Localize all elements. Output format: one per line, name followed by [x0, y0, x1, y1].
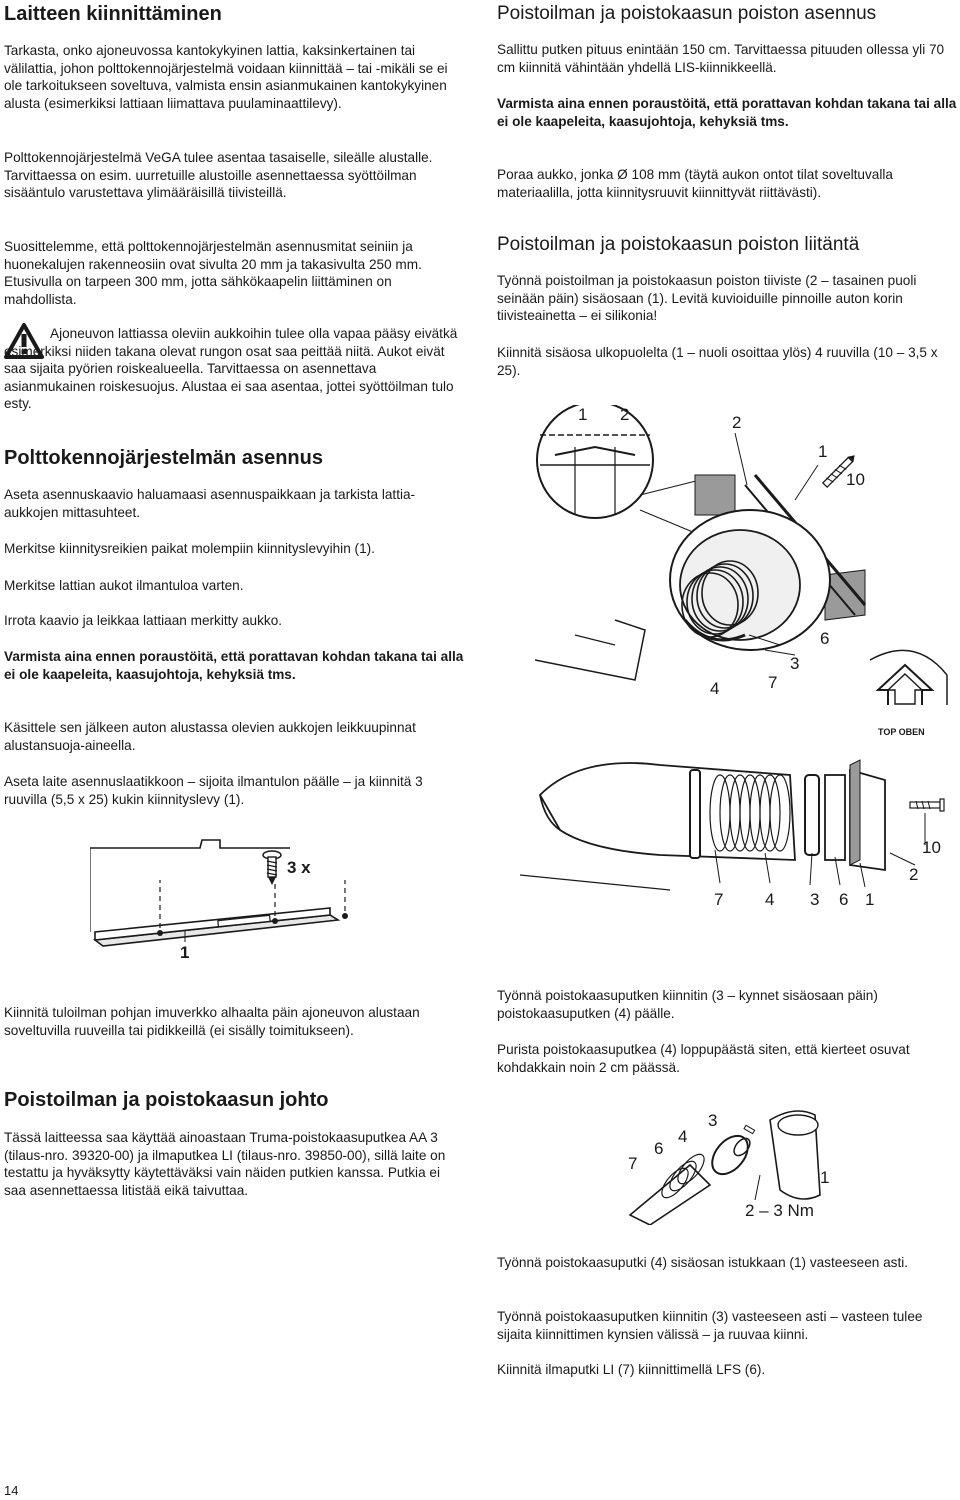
paragraph-truma-pipes: Tässä laitteessa saa käyttää ainoastaan Truma-poistokaasuputkea AA 3 (tilaus-nro. 39320-00) ja ilmaputkea LI (tilaus-nro. 39850-00), sillä laite on testattu ja hyväksytty käytettäväksi vain näiden putkien kanssa. Putkia ei saa asennettaessa litistää eikä taivuttaa. — [4, 1130, 446, 1198]
fig1-label-3: 3 — [790, 654, 800, 673]
paragraph-flat-surface: Polttokennojärjestelmä VeGA tulee asentaa tasaiselle, sileälle alustalle. Tarvittaessa on esim. uurretuille alustoille asennettaessa syöttöilman sisääntulo varustettava ylimääräisillä tiivisteillä. — [4, 150, 433, 200]
fig2-label-7: 7 — [714, 890, 724, 909]
paragraph-drill-warning: Varmista aina ennen poraustöitä, että porattavan kohdan takana tai alla ei ole kaapeleita, kaasujohtoja, kehyksiä tms. — [4, 649, 464, 682]
paragraph-push-clamp: Työnnä poistokaasuputken kiinnitin (3) vasteeseen asti – vasteen tulee sijaita kiinnittimen kynsien välissä – ja ruuvaa kiinni. — [497, 1309, 923, 1342]
paragraph-pipe-length: Sallittu putken pituus enintään 150 cm. Tarvittaessa pituuden ollessa yli 70 cm kiinnitä vähintään yhdellä LIS-kiinnikkeellä. — [497, 42, 945, 75]
paragraph-drill-hole: Poraa aukko, jonka Ø 108 mm (täytä aukon ontot tilat soveltuvalla materiaalilla, jotta kiinnitysruuvit kiinnittyvät riittävästi). — [497, 167, 893, 200]
heading-exhaust-duct: Poistoilman ja poistokaasun johto — [4, 1089, 329, 1111]
fig2-label-1: 1 — [865, 890, 875, 909]
paragraph-clip-onto-pipe: Työnnä poistokaasuputken kiinnitin (3 – kynnet sisäosaan päin) poistokaasuputken (4) päälle. — [497, 988, 878, 1021]
paragraph-clearances: Suosittelemme, että polttokennojärjestelmän asennusmitat seiniin ja huonekalujen rakenneosiin ovat sivulta 20 mm ja takasivulta 250 mm. Etusivulla on tarpeen 300 mm, jotta sähkökaapelin liittäminen on mahdollista. — [4, 239, 422, 307]
paragraph-compress-pipe: Purista poistokaasuputkea (4) loppupäästä siten, että kierteet osuvat kohdakkain noin 2 cm päässä. — [497, 1042, 910, 1075]
paragraph-insert-pipe: Työnnä poistokaasuputki (4) sisäosan istukkaan (1) vasteeseen asti. — [497, 1255, 909, 1270]
figure-mounting-plate — [90, 820, 470, 970]
heading-exhaust-outlet-connect: Poistoilman ja poistokaasun poiston liitäntä — [497, 234, 860, 255]
fig3-label-1: 1 — [820, 1168, 830, 1187]
fig1-label-4: 4 — [710, 679, 720, 698]
fig3-label-7: 7 — [628, 1154, 638, 1173]
paragraph-intake-mesh: Kiinnitä tuloilman pohjan imuverkko alhaalta päin ajoneuvon alustaan soveltuvilla ruuveilla tai pidikkeillä (ei sisälly toimitukseen). — [4, 1005, 420, 1038]
paragraph-protect-edges: Käsittele sen jälkeen auton alustassa olevien aukkojen leikkuupinnat alustansuoja-aineella. — [4, 720, 416, 753]
figure-wall-flange — [535, 405, 955, 705]
paragraph-cut: Irrota kaavio ja leikkaa lattiaan merkitty aukko. — [4, 613, 283, 628]
fig2-label-10: 10 — [922, 838, 941, 857]
fig1-label-6: 6 — [820, 629, 830, 648]
figure-label-screw-count: 3 x — [287, 858, 311, 877]
figure-exhaust-assembly — [520, 735, 960, 905]
fig1-label-10: 10 — [846, 470, 865, 489]
paragraph-place-unit: Aseta laite asennuslaatikkoon – sijoita ilmantulon päälle – ja kiinnitä 3 ruuvilla (5,5 x 25) kukin kiinnityslevy (1). — [4, 774, 423, 807]
fig3-label-3: 3 — [708, 1111, 718, 1130]
warning-text: Ajoneuvon lattiassa oleviin aukkoihin tulee olla vapaa pääsy eivätkä esimerkiksi niiden takana olevat rungon osat saa peittää niitä. Aukot eivät saa sijaita pyörien roiskealueella. Tarvittaessa on asennettava asianmukainen roiskesuojus. Alustaa ei saa asentaa, jottei syöttöilman tulo esty. — [4, 326, 458, 411]
paragraph-mark-openings: Merkitse lattian aukot ilmantuloa varten. — [4, 578, 244, 593]
heading-exhaust-outlet-install: Poistoilman ja poistokaasun poiston asennus — [497, 3, 877, 24]
paragraph-air-pipe-clip: Kiinnitä ilmaputki LI (7) kiinnittimellä LFS (6). — [497, 1362, 766, 1377]
fig3-label-4: 4 — [678, 1127, 688, 1146]
paragraph-inner-part: Kiinnitä sisäosa ulkopuolelta (1 – nuoli osoittaa ylös) 4 ruuvilla (10 – 3,5 x 25). — [497, 345, 938, 378]
figure-label-plate: 1 — [180, 943, 190, 962]
fig3-label-6: 6 — [654, 1139, 664, 1158]
paragraph-floor-check: Tarkasta, onko ajoneuvossa kantokykyinen lattia, kaksinkertainen tai välilattia, johon polttokennojärjestelmä voidaan kiinnittää – tai -mikäli se ei ole tarkoitukseen soveltuva, valmista ensin asianmukainen kantokykyinen alusta (esimerkiksi lattiaan liimattava puulaminaattilevy). — [4, 43, 448, 111]
fig2-label-4: 4 — [765, 890, 775, 909]
fig2-label-2: 2 — [909, 865, 919, 884]
fig3-label-torque: 2 – 3 Nm — [745, 1201, 814, 1220]
fig1-label-2a: 2 — [620, 405, 630, 424]
paragraph-seal: Työnnä poistoilman ja poistokaasun poiston tiiviste (2 – tasainen puoli seinään päin) sisäosaan (1). Levitä kuvioiduille pinnoille auton korin tiivisteainetta – ei silikonia! — [497, 273, 917, 323]
heading-fuel-cell-install: Polttokennojärjestelmän asennus — [4, 447, 323, 469]
fig1-label-1a: 1 — [578, 405, 588, 424]
heading-installation: Laitteen kiinnittäminen — [4, 3, 222, 25]
paragraph-mark-holes: Merkitse kiinnitysreikien paikat molempiin kiinnityslevyihin (1). — [4, 541, 375, 556]
fig2-label-3: 3 — [810, 890, 820, 909]
fig2-label-6: 6 — [839, 890, 849, 909]
page-number: 14 — [4, 1483, 19, 1498]
fig1-label-1b: 1 — [818, 442, 828, 461]
fig1-label-7: 7 — [768, 673, 778, 692]
fig1-label-2b: 2 — [732, 413, 742, 432]
top-oben-label: TOP OBEN — [878, 727, 925, 737]
paragraph-drill-warning-right: Varmista aina ennen poraustöitä, että porattavan kohdan takana tai alla ei ole kaapeleita, kaasujohtoja, kehyksiä tms. — [497, 96, 957, 129]
paragraph-template: Aseta asennuskaavio haluamaasi asennuspaikkaan ja tarkista lattia-aukkojen mittasuhteet. — [4, 487, 416, 520]
